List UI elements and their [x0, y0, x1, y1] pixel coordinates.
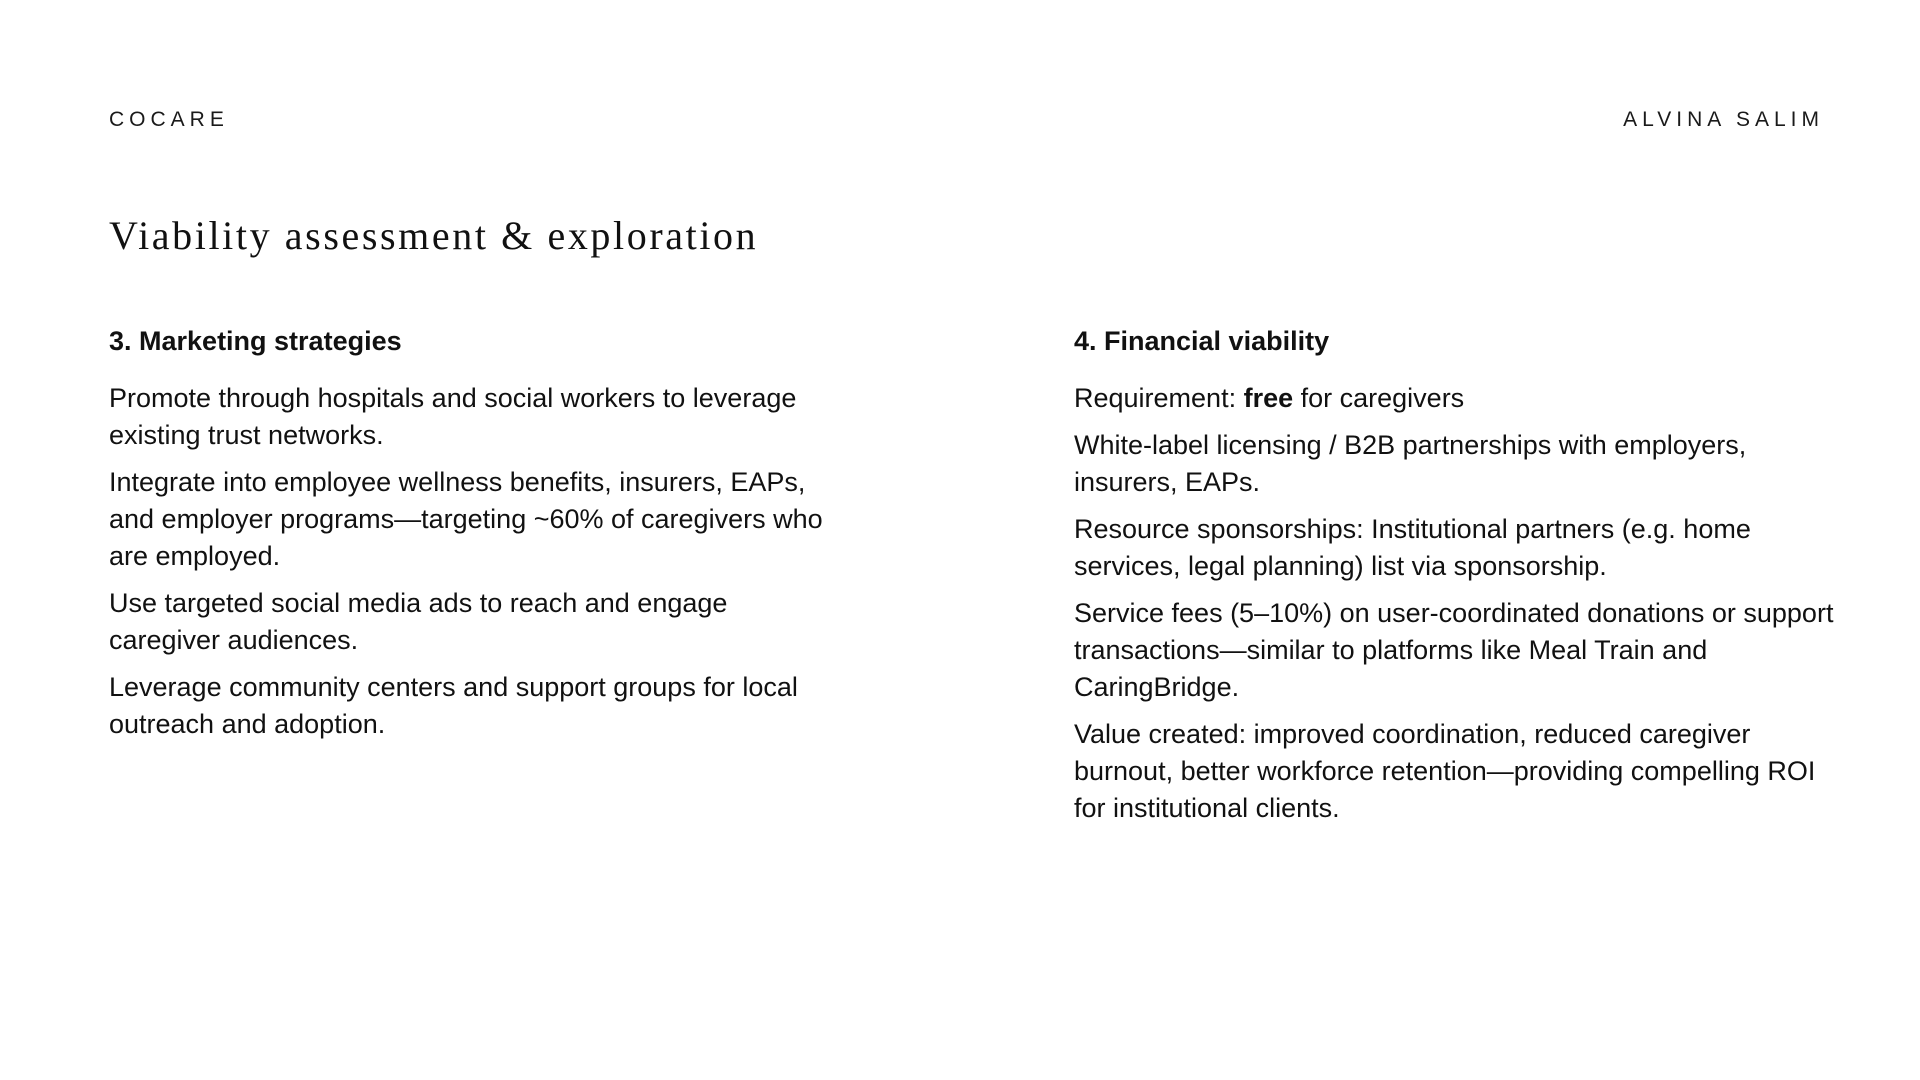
- requirement-line: [1074, 380, 1844, 417]
- marketing-item: Integrate into employee wellness benefits, insurers, EAPs, and employer programs—targeting ~60% of caregivers who are employed.: [109, 467, 823, 571]
- financial-viability-heading: 4. Financial viability: [1074, 326, 1330, 356]
- financial-item: Resource sponsorships: Institutional partners (e.g. home services, legal planning) list via sponsorship.: [1074, 514, 1751, 581]
- requirement-suffix: for caregivers: [1293, 383, 1465, 413]
- marketing-item: Use targeted social media ads to reach and engage caregiver audiences.: [109, 588, 728, 655]
- financial-item: Value created: improved coordination, reduced caregiver burnout, better workforce retention—providing compelling ROI for institutional clients.: [1074, 719, 1816, 823]
- marketing-strategies-section: [109, 324, 829, 753]
- requirement-prefix: Requirement:: [1074, 383, 1244, 413]
- marketing-item: Promote through hospitals and social workers to leverage existing trust networks.: [109, 383, 797, 450]
- page-title: Viability assessment & exploration: [109, 213, 759, 258]
- financial-item: White-label licensing / B2B partnerships with employers, insurers, EAPs.: [1074, 430, 1747, 497]
- author-name: ALVINA SALIM: [1623, 108, 1824, 131]
- marketing-item: Leverage community centers and support groups for local outreach and adoption.: [109, 672, 798, 739]
- requirement-emphasis: free: [1243, 383, 1294, 413]
- marketing-strategies-heading: 3. Marketing strategies: [109, 326, 402, 356]
- brand-name: COCARE: [109, 108, 229, 131]
- financial-viability-section: [1074, 324, 1844, 837]
- financial-item: Service fees (5–10%) on user-coordinated donations or support transactions—similar to platforms like Meal Train and CaringBridge.: [1074, 598, 1834, 702]
